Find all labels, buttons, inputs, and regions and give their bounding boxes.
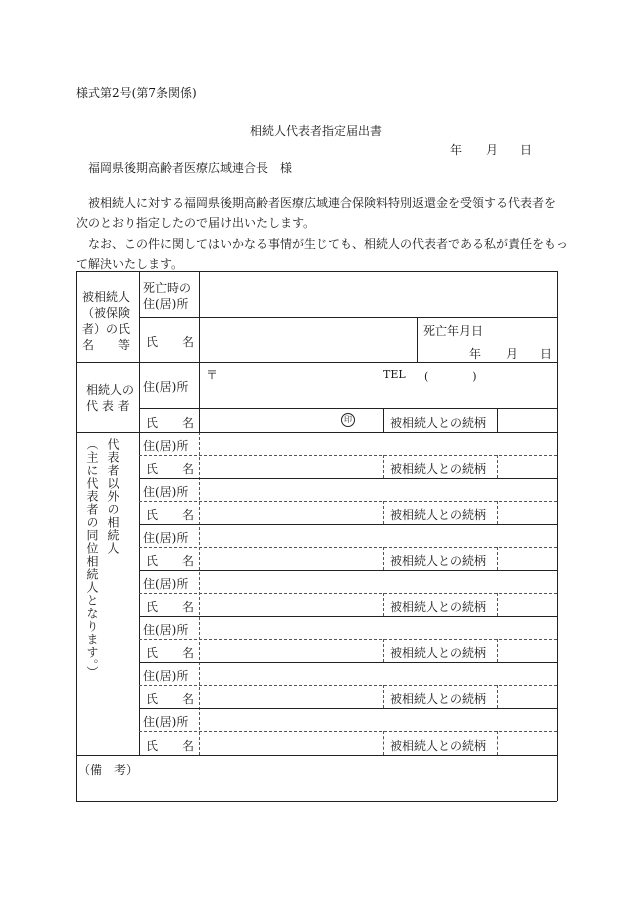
heir-1-relation-label: 被相続人との続柄 — [390, 462, 487, 476]
deceased-name-field[interactable] — [200, 318, 416, 361]
date-month-label: 月 — [486, 143, 499, 157]
representative-header-line-1: 相続人の — [86, 383, 135, 397]
heir-4-address-field[interactable] — [200, 571, 556, 592]
body-line-3: なお、この件に関してはいかなる事情が生じても、相続人の代表者である私が責任をもっ — [88, 237, 569, 251]
tel-parens: ( ) — [424, 370, 477, 383]
heir-2-name-field[interactable] — [200, 502, 382, 523]
heir-6-name-field[interactable] — [200, 686, 382, 707]
representative-relation-label: 被相続人との続柄 — [390, 416, 487, 430]
heir-3-address-label: 住(居)所 — [143, 531, 189, 545]
date-year-label: 年 — [450, 143, 463, 157]
heir-4-name-label: 氏 名 — [146, 600, 195, 614]
heir-7-relation-label: 被相続人との続柄 — [390, 739, 487, 753]
heir-6-relation-field[interactable] — [498, 686, 556, 707]
representative-name-field[interactable] — [200, 409, 340, 431]
death-date-year-label: 年 — [469, 347, 482, 361]
heir-6-address-field[interactable] — [200, 663, 556, 684]
page-title: 相続人代表者指定届出書 — [250, 124, 383, 138]
deceased-header-line-3: 者）の氏 — [82, 322, 131, 336]
heir-1-name-label: 氏 名 — [146, 462, 195, 476]
deceased-header-line-4: 名 等 — [82, 338, 131, 352]
deceased-address-label-line-2: 住(居)所 — [143, 297, 189, 311]
heir-5-name-label: 氏 名 — [146, 646, 195, 660]
heir-2-relation-field[interactable] — [498, 502, 556, 523]
remarks-label: （備 考） — [78, 763, 139, 777]
heir-1-name-field[interactable] — [200, 456, 382, 477]
death-date-month-label: 月 — [506, 347, 519, 361]
heir-5-address-label: 住(居)所 — [143, 623, 189, 637]
form-number: 様式第2号(第7条関係) — [76, 86, 197, 100]
deceased-header-line-2: （被保険 — [82, 306, 131, 320]
heir-3-relation-label: 被相続人との続柄 — [390, 554, 487, 568]
body-line-2: 次のとおり指定したので届け出いたします。 — [76, 216, 316, 230]
death-date-day-label: 日 — [540, 347, 553, 361]
heir-2-relation-label: 被相続人との続柄 — [390, 508, 487, 522]
addressee: 福岡県後期高齢者医療広域連合長 様 — [88, 161, 293, 175]
heir-6-relation-label: 被相続人との続柄 — [390, 692, 487, 706]
deceased-address-field[interactable] — [200, 272, 556, 316]
heir-1-relation-field[interactable] — [498, 456, 556, 477]
heir-7-address-field[interactable] — [200, 709, 556, 730]
heir-3-name-label: 氏 名 — [146, 554, 195, 568]
representative-address-field[interactable] — [200, 363, 556, 407]
heir-5-address-field[interactable] — [200, 617, 556, 638]
heir-2-name-label: 氏 名 — [146, 508, 195, 522]
heir-6-name-label: 氏 名 — [146, 692, 195, 706]
heir-1-address-field[interactable] — [200, 433, 556, 454]
heir-7-name-label: 氏 名 — [146, 739, 195, 753]
other-heirs-note: （主に代表者の同位相続人となります。） — [85, 438, 99, 679]
heir-5-name-field[interactable] — [200, 640, 382, 661]
heir-3-relation-field[interactable] — [498, 548, 556, 569]
date-day-label: 日 — [520, 143, 533, 157]
tel-label: TEL — [383, 368, 406, 381]
heir-4-address-label: 住(居)所 — [143, 577, 189, 591]
heir-3-name-field[interactable] — [200, 548, 382, 569]
deceased-address-label-line-1: 死亡時の — [143, 281, 192, 295]
heir-4-name-field[interactable] — [200, 594, 382, 615]
heir-2-address-field[interactable] — [200, 479, 556, 500]
heir-1-address-label: 住(居)所 — [143, 439, 189, 453]
heir-7-relation-field[interactable] — [498, 732, 556, 754]
representative-relation-field[interactable] — [498, 409, 556, 431]
deceased-header-line-1: 被相続人 — [82, 290, 131, 304]
representative-name-label: 氏 名 — [146, 416, 195, 430]
heir-3-address-field[interactable] — [200, 525, 556, 546]
other-heirs-header: 代表者以外の相続人 — [106, 438, 120, 555]
deceased-name-label: 氏 名 — [146, 335, 195, 349]
representative-address-label: 住(居)所 — [143, 380, 189, 394]
body-line-4: て解決いたします。 — [76, 257, 184, 271]
heir-7-name-field[interactable] — [200, 732, 382, 754]
heir-5-relation-field[interactable] — [498, 640, 556, 661]
heir-4-relation-label: 被相続人との続柄 — [390, 600, 487, 614]
heir-4-relation-field[interactable] — [498, 594, 556, 615]
heir-5-relation-label: 被相続人との続柄 — [390, 646, 487, 660]
heir-6-address-label: 住(居)所 — [143, 669, 189, 683]
representative-header-line-2: 代 表 者 — [86, 399, 130, 413]
heir-2-address-label: 住(居)所 — [143, 485, 189, 499]
body-line-1: 被相続人に対する福岡県後期高齢者医療広域連合保険料特別返還金を受領する代表者を — [88, 196, 557, 210]
postal-mark: 〒 — [206, 368, 219, 382]
seal-mark: 印 — [341, 413, 355, 427]
death-date-label: 死亡年月日 — [423, 324, 484, 338]
heir-7-address-label: 住(居)所 — [143, 715, 189, 729]
remarks-field[interactable] — [77, 778, 556, 800]
